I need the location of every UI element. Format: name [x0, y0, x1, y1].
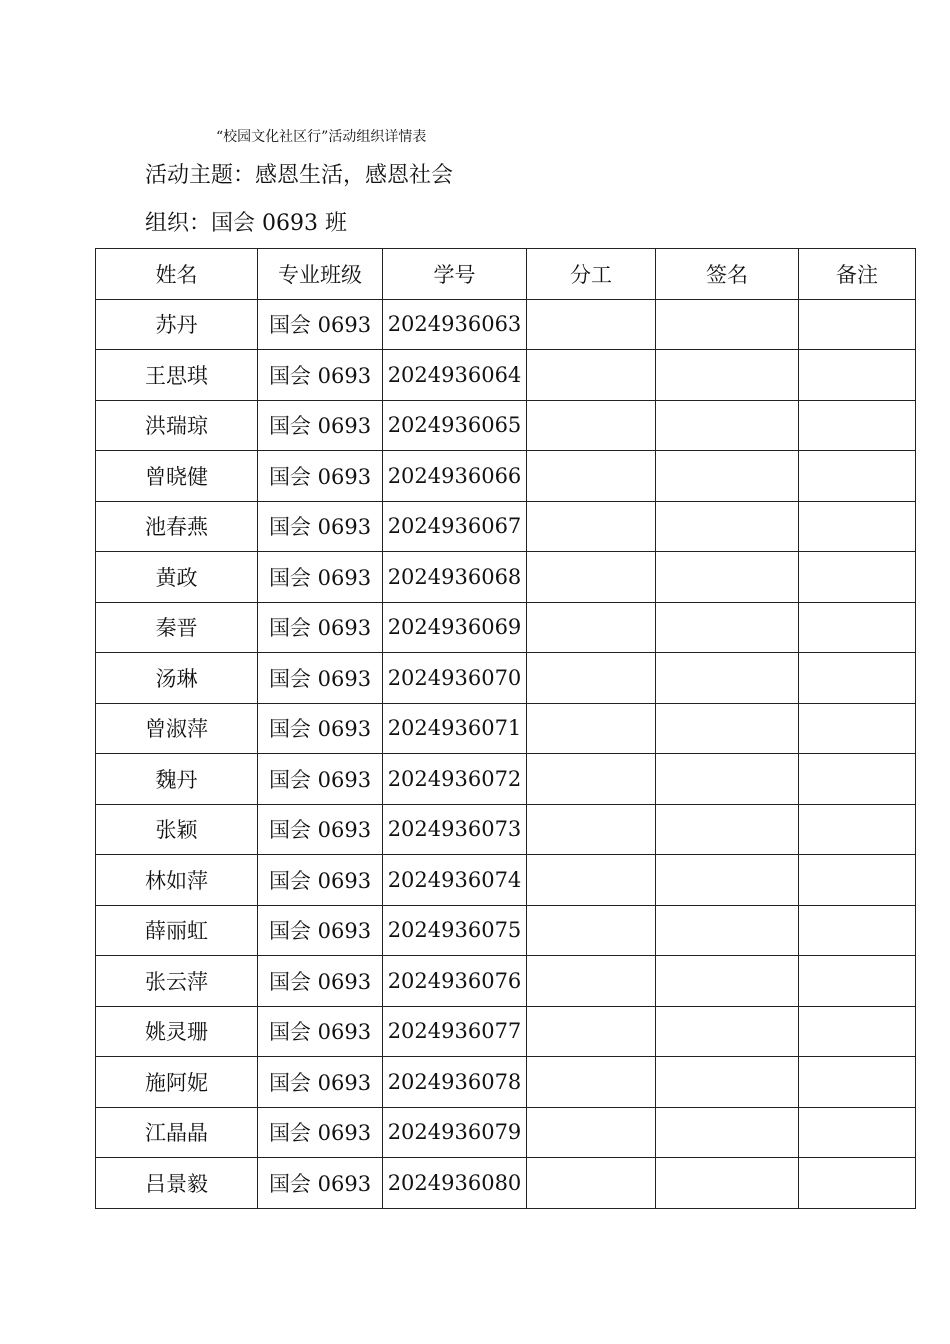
cell-note[interactable] — [799, 1107, 916, 1158]
header-name: 姓名 — [96, 249, 258, 300]
cell-note[interactable] — [799, 451, 916, 502]
cell-class: 国会 0693 — [258, 905, 383, 956]
cell-task[interactable] — [527, 855, 656, 906]
cell-student-id: 2024936073 — [383, 804, 527, 855]
cell-student-id: 2024936077 — [383, 1006, 527, 1057]
cell-student-id: 2024936078 — [383, 1057, 527, 1108]
cell-class: 国会 0693 — [258, 1107, 383, 1158]
cell-student-id: 2024936076 — [383, 956, 527, 1007]
cell-note[interactable] — [799, 501, 916, 552]
table-row — [96, 501, 916, 552]
cell-signature[interactable] — [656, 703, 799, 754]
cell-task[interactable] — [527, 754, 656, 805]
cell-student-id: 2024936072 — [383, 754, 527, 805]
cell-signature[interactable] — [656, 501, 799, 552]
table-row — [96, 804, 916, 855]
cell-task[interactable] — [527, 1057, 656, 1108]
cell-student-id: 2024936080 — [383, 1158, 527, 1209]
table-row — [96, 703, 916, 754]
cell-note[interactable] — [799, 804, 916, 855]
cell-task[interactable] — [527, 602, 656, 653]
cell-task[interactable] — [527, 451, 656, 502]
cell-student-id: 2024936068 — [383, 552, 527, 603]
table-row — [96, 754, 916, 805]
cell-name: 曾淑萍 — [96, 703, 258, 754]
cell-class: 国会 0693 — [258, 804, 383, 855]
cell-note[interactable] — [799, 703, 916, 754]
cell-task[interactable] — [527, 703, 656, 754]
cell-note[interactable] — [799, 552, 916, 603]
cell-class: 国会 0693 — [258, 855, 383, 906]
cell-class: 国会 0693 — [258, 400, 383, 451]
cell-signature[interactable] — [656, 855, 799, 906]
cell-student-id: 2024936066 — [383, 451, 527, 502]
cell-signature[interactable] — [656, 552, 799, 603]
cell-task[interactable] — [527, 905, 656, 956]
table-row — [96, 552, 916, 603]
cell-student-id: 2024936064 — [383, 350, 527, 401]
cell-class: 国会 0693 — [258, 602, 383, 653]
cell-signature[interactable] — [656, 350, 799, 401]
table-row — [96, 905, 916, 956]
header-signature: 签名 — [656, 249, 799, 300]
cell-signature[interactable] — [656, 653, 799, 704]
cell-note[interactable] — [799, 905, 916, 956]
roster-table — [95, 248, 916, 1209]
cell-class: 国会 0693 — [258, 350, 383, 401]
table-row — [96, 1107, 916, 1158]
cell-name: 张云萍 — [96, 956, 258, 1007]
cell-signature[interactable] — [656, 451, 799, 502]
cell-class: 国会 0693 — [258, 1158, 383, 1209]
table-row — [96, 451, 916, 502]
roster-body — [96, 299, 916, 1208]
cell-student-id: 2024936074 — [383, 855, 527, 906]
header-class: 专业班级 — [258, 249, 383, 300]
cell-note[interactable] — [799, 1057, 916, 1108]
cell-class: 国会 0693 — [258, 956, 383, 1007]
cell-name: 林如萍 — [96, 855, 258, 906]
cell-student-id: 2024936075 — [383, 905, 527, 956]
cell-student-id: 2024936071 — [383, 703, 527, 754]
cell-name: 池春燕 — [96, 501, 258, 552]
table-row — [96, 855, 916, 906]
cell-note[interactable] — [799, 602, 916, 653]
cell-task[interactable] — [527, 552, 656, 603]
cell-name: 曾晓健 — [96, 451, 258, 502]
cell-class: 国会 0693 — [258, 299, 383, 350]
cell-note[interactable] — [799, 299, 916, 350]
cell-name: 施阿妮 — [96, 1057, 258, 1108]
cell-name: 洪瑞琼 — [96, 400, 258, 451]
cell-student-id: 2024936063 — [383, 299, 527, 350]
cell-signature[interactable] — [656, 400, 799, 451]
cell-signature[interactable] — [656, 804, 799, 855]
table-row — [96, 400, 916, 451]
cell-class: 国会 0693 — [258, 501, 383, 552]
cell-student-id: 2024936065 — [383, 400, 527, 451]
cell-class: 国会 0693 — [258, 1006, 383, 1057]
table-header-row — [96, 249, 916, 300]
cell-signature[interactable] — [656, 956, 799, 1007]
table-row — [96, 1006, 916, 1057]
cell-task[interactable] — [527, 501, 656, 552]
cell-name: 薛丽虹 — [96, 905, 258, 956]
document-title: “校园文化社区行”活动组织详情表 — [216, 129, 427, 145]
cell-signature[interactable] — [656, 1107, 799, 1158]
cell-class: 国会 0693 — [258, 653, 383, 704]
cell-student-id: 2024936069 — [383, 602, 527, 653]
cell-name: 姚灵珊 — [96, 1006, 258, 1057]
table-row — [96, 1158, 916, 1209]
cell-task[interactable] — [527, 1006, 656, 1057]
cell-name: 张颖 — [96, 804, 258, 855]
cell-task[interactable] — [527, 1158, 656, 1209]
cell-class: 国会 0693 — [258, 1057, 383, 1108]
header-task: 分工 — [527, 249, 656, 300]
header-student-id: 学号 — [383, 249, 527, 300]
table-row — [96, 602, 916, 653]
cell-note[interactable] — [799, 855, 916, 906]
cell-signature[interactable] — [656, 602, 799, 653]
cell-name: 魏丹 — [96, 754, 258, 805]
cell-name: 吕景毅 — [96, 1158, 258, 1209]
cell-name: 黄政 — [96, 552, 258, 603]
cell-note[interactable] — [799, 956, 916, 1007]
header-note: 备注 — [799, 249, 916, 300]
cell-signature[interactable] — [656, 1057, 799, 1108]
cell-signature[interactable] — [656, 754, 799, 805]
cell-name: 汤琳 — [96, 653, 258, 704]
table-row — [96, 653, 916, 704]
cell-task[interactable] — [527, 1107, 656, 1158]
cell-task[interactable] — [527, 400, 656, 451]
cell-note[interactable] — [799, 1158, 916, 1209]
cell-task[interactable] — [527, 299, 656, 350]
cell-student-id: 2024936067 — [383, 501, 527, 552]
table-row — [96, 350, 916, 401]
cell-name: 江晶晶 — [96, 1107, 258, 1158]
cell-class: 国会 0693 — [258, 703, 383, 754]
cell-task[interactable] — [527, 653, 656, 704]
cell-note[interactable] — [799, 653, 916, 704]
cell-class: 国会 0693 — [258, 451, 383, 502]
cell-name: 秦晋 — [96, 602, 258, 653]
cell-name: 苏丹 — [96, 299, 258, 350]
cell-signature[interactable] — [656, 1158, 799, 1209]
table-row — [96, 1057, 916, 1108]
cell-signature[interactable] — [656, 905, 799, 956]
activity-theme: 活动主题：感恩生活，感恩社会 — [145, 163, 454, 188]
cell-class: 国会 0693 — [258, 552, 383, 603]
table-row — [96, 956, 916, 1007]
table-row — [96, 299, 916, 350]
cell-note[interactable] — [799, 350, 916, 401]
cell-student-id: 2024936070 — [383, 653, 527, 704]
cell-name: 王思琪 — [96, 350, 258, 401]
cell-class: 国会 0693 — [258, 754, 383, 805]
cell-note[interactable] — [799, 400, 916, 451]
cell-task[interactable] — [527, 956, 656, 1007]
cell-signature[interactable] — [656, 1006, 799, 1057]
cell-note[interactable] — [799, 754, 916, 805]
cell-note[interactable] — [799, 1006, 916, 1057]
cell-task[interactable] — [527, 350, 656, 401]
cell-task[interactable] — [527, 804, 656, 855]
cell-student-id: 2024936079 — [383, 1107, 527, 1158]
cell-signature[interactable] — [656, 299, 799, 350]
organizer-line: 组织：国会 0693 班 — [145, 211, 347, 236]
